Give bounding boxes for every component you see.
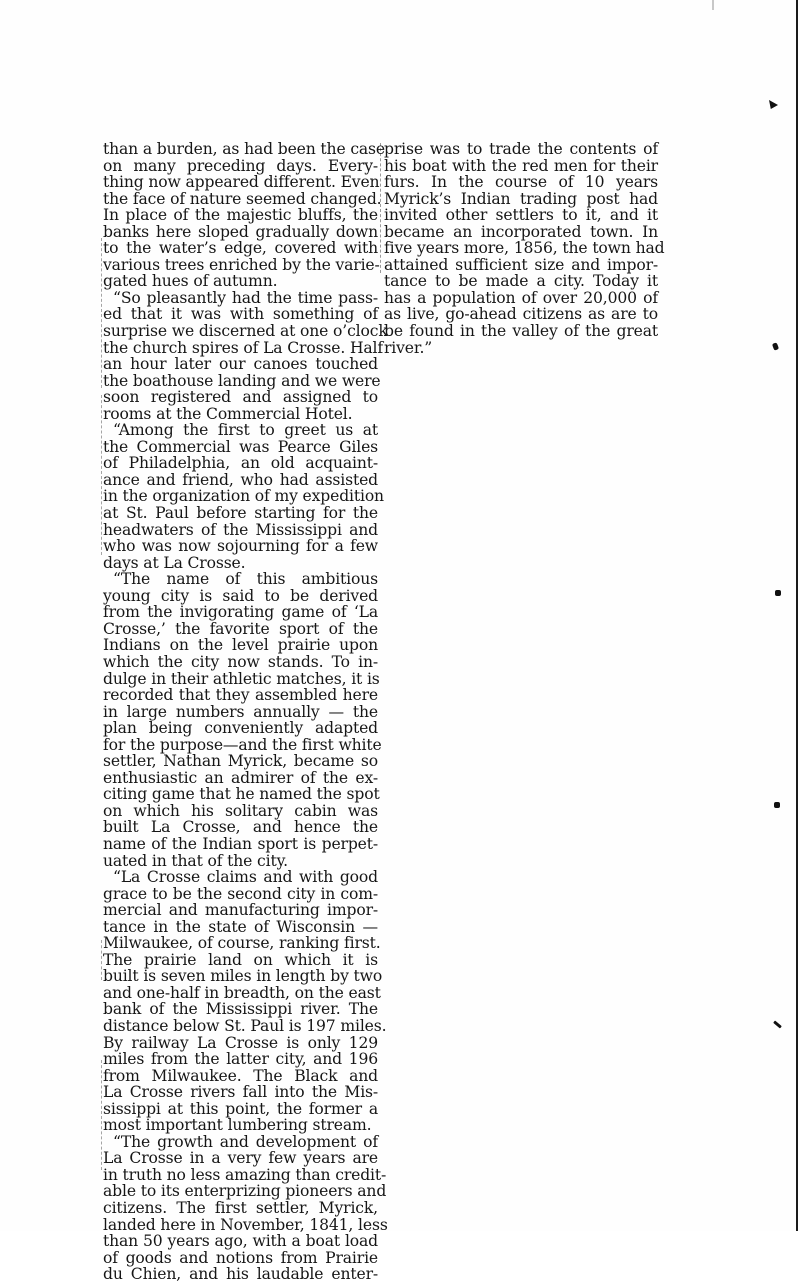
text-line: rooms at the Commercial Hotel. xyxy=(103,404,353,423)
text-line: young city is said to be derived xyxy=(103,586,378,605)
text-line: “The name of this ambitious xyxy=(113,570,378,589)
text-line: the Commercial was Pearce Giles xyxy=(103,437,378,456)
text-line: than 50 years ago, with a boat load xyxy=(103,1232,378,1251)
text-line: river.” xyxy=(384,338,433,357)
scan-artifact-tick xyxy=(712,0,714,10)
text-line: in truth no less amazing than credit- xyxy=(103,1165,387,1184)
text-line: his boat with the red men for their xyxy=(384,156,658,175)
text-line: settler, Nathan Myrick, became so xyxy=(103,752,378,771)
text-line: built La Crosse, and hence the xyxy=(103,818,378,837)
text-line: tance to be made a city. Today it xyxy=(384,272,658,291)
text-line: In place of the majestic bluffs, the xyxy=(103,206,378,225)
binding-mark-blot-icon xyxy=(772,342,779,350)
text-line: an hour later our canoes touched xyxy=(103,355,378,374)
text-line: Indians on the level prairie upon xyxy=(103,636,378,655)
text-line: in large numbers annually — the xyxy=(103,702,378,721)
text-line: bank of the Mississippi river. The xyxy=(103,1000,378,1019)
text-line: name of the Indian sport is perpet- xyxy=(103,834,378,853)
text-line: built is seven miles in length by two xyxy=(103,967,383,986)
text-line: Crosse,’ the favorite sport of the xyxy=(103,619,378,638)
text-line: uated in that of the city. xyxy=(103,851,288,870)
text-line: the face of nature seemed changed. xyxy=(103,189,382,208)
text-line: banks here sloped gradually down xyxy=(103,222,378,241)
text-line: of Philadelphia, an old acquaint- xyxy=(103,454,378,473)
text-line: enthusiastic an admirer of the ex- xyxy=(103,768,378,787)
binding-mark-slash-icon xyxy=(773,1020,782,1028)
article-column-right xyxy=(384,140,665,357)
text-line: Myrick’s Indian trading post had xyxy=(384,189,658,208)
text-line: headwaters of the Mississippi and xyxy=(103,520,378,539)
text-line: surprise we discerned at one o’clock xyxy=(103,322,388,341)
text-line: various trees enriched by the varie- xyxy=(103,255,380,274)
text-line: mercial and manufacturing impor- xyxy=(103,901,378,920)
text-line: on many preceding days. Every- xyxy=(103,156,378,175)
text-line: prise was to trade the contents of xyxy=(384,140,658,158)
text-line: gated hues of autumn. xyxy=(103,272,278,291)
column-divider xyxy=(380,143,382,273)
text-line: invited other settlers to it, and it xyxy=(384,206,658,225)
text-line: ed that it was with something of xyxy=(103,305,378,324)
text-line: attained sufficient size and impor- xyxy=(384,255,658,274)
text-line: five years more, 1856, the town had xyxy=(384,239,665,258)
text-line: distance below St. Paul is 197 miles. xyxy=(103,1016,387,1035)
text-line: from Milwaukee. The Black and xyxy=(103,1066,378,1085)
binding-mark-blot-icon xyxy=(774,802,780,808)
text-line: as live, go-ahead citizens as are to xyxy=(384,305,658,324)
article-column-left xyxy=(103,140,388,1283)
text-line: the church spires of La Crosse. Half xyxy=(103,338,384,357)
text-line: du Chien, and his laudable enter- xyxy=(103,1265,378,1283)
text-line: By railway La Crosse is only 129 xyxy=(103,1033,378,1052)
page-edge-border xyxy=(796,0,798,1231)
text-line: thing now appeared different. Even xyxy=(103,173,380,192)
text-line: Milwaukee, of course, ranking first. xyxy=(103,934,381,953)
text-line: be found in the valley of the great xyxy=(384,322,658,341)
text-line: soon registered and assigned to xyxy=(103,388,378,407)
text-line: grace to be the second city in com- xyxy=(103,884,378,903)
text-line: landed here in November, 1841, less xyxy=(103,1215,388,1234)
text-line: sissippi at this point, the former a xyxy=(103,1099,378,1118)
text-line: and one-half in breadth, on the east xyxy=(103,983,381,1002)
text-line: able to its enterprizing pioneers and xyxy=(103,1182,387,1201)
text-line: citing game that he named the spot xyxy=(103,785,380,804)
text-line: miles from the latter city, and 196 xyxy=(103,1050,378,1069)
text-line: the boathouse landing and we were xyxy=(103,371,381,390)
text-line: recorded that they assembled here xyxy=(103,686,378,705)
text-line: for the purpose—and the first white xyxy=(103,735,382,754)
text-line: to the water’s edge, covered with xyxy=(103,239,378,258)
text-line: “The growth and development of xyxy=(113,1132,378,1151)
text-line: plan being conveniently adapted xyxy=(103,719,378,738)
text-line: which the city now stands. To in- xyxy=(103,652,378,671)
text-line: tance in the state of Wisconsin — xyxy=(103,917,378,936)
text-line: in the organization of my expedition xyxy=(103,487,384,506)
text-line: days at La Crosse. xyxy=(103,553,246,572)
text-line: La Crosse rivers fall into the Mis- xyxy=(103,1083,378,1102)
text-line: at St. Paul before starting for the xyxy=(103,504,378,523)
text-line: furs. In the course of 10 years xyxy=(384,173,658,192)
text-line: has a population of over 20,000 of xyxy=(384,288,658,307)
text-line: La Crosse in a very few years are xyxy=(103,1149,378,1168)
text-line: “Among the first to greet us at xyxy=(113,421,378,440)
text-line: than a burden, as had been the case xyxy=(103,140,385,158)
binding-mark-triangle-icon xyxy=(769,100,778,109)
binding-mark-blot-icon xyxy=(775,590,781,596)
text-line: “So pleasantly had the time pass- xyxy=(113,288,378,307)
text-line: became an incorporated town. In xyxy=(384,222,658,241)
text-line: who was now sojourning for a few xyxy=(103,537,378,556)
text-line: The prairie land on which it is xyxy=(103,950,378,969)
text-line: on which his solitary cabin was xyxy=(103,801,378,820)
text-line: of goods and notions from Prairie xyxy=(103,1248,378,1267)
text-line: “La Crosse claims and with good xyxy=(113,868,378,887)
text-line: citizens. The first settler, Myrick, xyxy=(103,1199,378,1217)
text-line: ance and friend, who had assisted xyxy=(103,470,378,489)
text-line: most important lumbering stream. xyxy=(103,1116,372,1135)
text-line: from the invigorating game of ‘La xyxy=(103,603,378,622)
text-line: dulge in their athletic matches, it is xyxy=(103,669,380,688)
